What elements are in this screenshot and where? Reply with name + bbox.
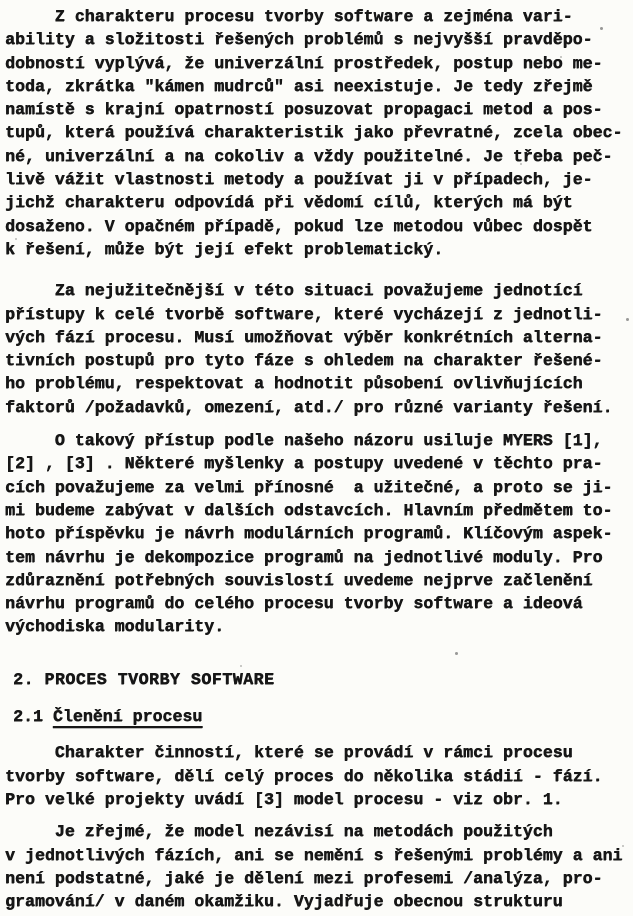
paragraph-5: [5, 820, 633, 913]
text-line: hoto příspěvku je návrh modulárních programů. Klíčovým aspek-: [5, 524, 613, 544]
text-line: ho problému, respektovat a hodnotit působení ovlivňujících: [5, 374, 583, 394]
text-line: livě vážit vlastnosti metody a používat ji v případech, je-: [5, 170, 593, 190]
scan-speckle: [455, 652, 458, 655]
scan-speckle: [626, 318, 629, 321]
scan-speckle: [240, 665, 242, 667]
subsection-number: 2.1: [13, 707, 43, 727]
paragraph-4: [5, 741, 633, 811]
text-line: přístupy k celé tvorbě software, které vycházejí z jednotli-: [5, 304, 603, 324]
text-line: tvorby software, dělí celý proces do několika stádií - fází.: [5, 766, 603, 786]
text-line: Charakter činností, které se provádí v rámci procesu: [5, 743, 573, 763]
text-line: dobností vyplývá, že univerzální prostředek, postup nebo me-: [5, 53, 603, 73]
text-line: návrhu programů do celého procesu tvorby software a ideová: [5, 594, 583, 614]
text-line: k řešení, může být její efekt problematický.: [5, 239, 444, 259]
text-line: gramování/ v daném okamžiku. Vyjadřuje obecnou strukturu: [5, 892, 563, 912]
text-line: v jednotlivých fázích, ani se nemění s řešenými problémy a ani: [5, 845, 623, 865]
text-line: zdůraznění potřebných souvislostí uvedeme nejprve začlenění: [5, 570, 593, 590]
paragraph-3: [5, 429, 633, 639]
text-line: [2] , [3] . Některé myšlenky a postupy uvedené v těchto pra-: [5, 454, 603, 474]
text-line: faktorů /požadavků, omezení, atd./ pro různé varianty řešení.: [5, 397, 613, 417]
scan-speckle: [560, 56, 562, 58]
text-line: tupů, která používá charakteristik jako převratné, zcela obec-: [5, 123, 623, 143]
text-line: mi budeme zabývat v dalších odstavcích. Hlavním předmětem to-: [5, 500, 613, 520]
text-line: tem návrhu je dekompozice programů na jednotlivé moduly. Pro: [5, 547, 603, 567]
subsection-heading: [13, 705, 633, 728]
text-line: není podstatné, jaké je dělení mezi profesemi /analýza, pro-: [5, 868, 603, 888]
text-line: Z charakteru procesu tvorby software a zejména vari-: [5, 7, 573, 26]
scan-speckle: [600, 27, 603, 30]
scan-speckle: [622, 845, 624, 847]
text-line: vých fází procesu. Musí umožňovat výběr konkrétních alterna-: [5, 327, 603, 347]
text-line: jichž charakteru odpovídá při vědomí cílů, kterých má být: [5, 193, 573, 213]
subsection-title: Členění procesu: [52, 707, 203, 727]
text-line: O takový přístup podle našeho názoru usiluje MYERS [1],: [5, 431, 603, 451]
text-line: tivních postupů pro tyto fáze s ohledem na charakter řešené-: [5, 351, 603, 371]
text-line: cích považujeme za velmi přínosné a užitečné, a proto se ji-: [5, 477, 613, 497]
paragraph-1: [5, 5, 633, 261]
paragraph-2: [5, 279, 633, 419]
scan-speckle: [520, 163, 522, 165]
text-line: né, univerzální a na cokoliv a vždy použitelné. Je třeba peč-: [5, 146, 613, 166]
text-line: východiska modularity.: [5, 617, 225, 637]
text-line: ability a složitosti řešených problémů s nejvyšší pravděpo-: [5, 30, 593, 50]
text-line: Je zřejmé, že model nezávisí na metodách použitých: [5, 822, 553, 842]
scan-speckle: [15, 238, 17, 240]
text-line: namístě s krajní opatrností posuzovat propagaci metod a pos-: [5, 100, 603, 120]
text-line: Za nejužitečnější v této situaci považujeme jednotící: [5, 281, 583, 301]
text-line: toda, zkrátka "kámen mudrců" asi neexistuje. Je tedy zřejmě: [5, 76, 593, 96]
text-line: dosaženo. V opačném případě, pokud lze metodou vůbec dospět: [5, 216, 593, 236]
section-heading: 2. PROCES TVORBY SOFTWARE: [13, 669, 275, 689]
text-line: Pro velké projekty uvádí [3] model procesu - viz obr. 1.: [5, 789, 563, 809]
scan-speckle: [300, 757, 302, 759]
